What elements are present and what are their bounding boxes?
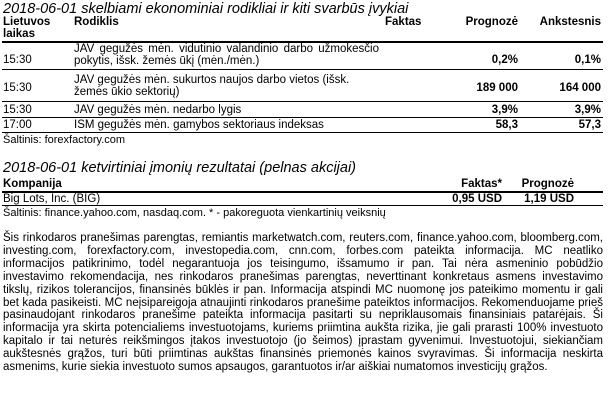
header-indicator: Rodiklis [74, 16, 119, 28]
section1-title: 2018-06-01 skelbiami ekonominiai rodikliai ir kiti svarbūs įvykiai [3, 1, 409, 17]
row3-indicator: JAV gegužės mėn. nedarbo lygis [74, 104, 242, 116]
row1-time: 15:30 [3, 54, 32, 66]
row4-previous: 57,3 [578, 119, 601, 131]
row1-previous: 0,1% [574, 54, 601, 66]
row2-time: 15:30 [3, 82, 32, 94]
header-company: Kompanija [3, 178, 62, 190]
row4-forecast: 58,3 [495, 119, 518, 131]
row4-indicator: ISM gegužės mėn. gamybos sektoriaus indeksas [74, 119, 324, 131]
table2-bottom-rule [2, 205, 603, 206]
row3-time: 15:30 [3, 104, 32, 116]
company-row-name: Big Lots, Inc. (BIG) [3, 193, 101, 205]
section2-source: Šaltinis: finance.yahoo.com, nasdaq.com. * - pakoreguota vienkartinių veiksnių [3, 207, 386, 219]
header-forecast: Prognozė [465, 16, 518, 28]
table1-row-rule [2, 117, 603, 118]
row3-previous: 3,9% [574, 104, 601, 116]
disclaimer-paragraph: Šis rinkodaros pranešimas parengtas, remiantis marketwatch.com, reuters.com, finance.yahoo.com, bloomberg.com, investing.com, forexfactory.com, investopedia.com, cnn.com, forbes.com pateikta informacija. MC neatliko informacijos patikrinimo, todėl negarantuoja jos teisingumo, išsamumo ir pan. Tai nėra asmeninio pobūdžio investavimo rekomendacija, nes rinkodaros pranešimas parengtas, neverttinant konkretaus asmens investavimo tikslų, rizikos tolerancijos, finansinės būklės ir pan. Informacija atspindi MC nuomonę jos pateikimo momentu ir gali bet kada pasikeisti. MC neįsipareigoja atnaujinti rinkodaros pranešime pateiktos informacijos. Rekomenduojame prieš pasinaudojant rinkodaros pranešime pateikta informacija pasitarti su nepriklausomais finansiniais patarėjais. Ši informacija yra skirta potencialiems investuotojams, kuriems priimtina aukšta rizika, jie gali prarasti 100% investuoto kapitalo ir tai neturės reikšmingos įtakos investuotojo (jo šeimos) įprastam gyvenimui. Investuotojui, siekiančiam aukštesnės grąžos, turi būti priimtinas aukštas finansinės priemonės kainos svyravimas. Ši informacija neskirta asmenims, kurie siekia investuoto sumos apsaugos, garantuotos ir/ar aiškiai numatomos investicijų grąžos. [3, 232, 603, 374]
row2-previous: 164 000 [559, 82, 601, 94]
company-row-forecast: 1,19 USD [524, 193, 574, 205]
header-forecast-eps: Prognozė [521, 178, 574, 190]
row3-forecast: 3,9% [491, 104, 518, 116]
table1-row-rule [2, 101, 603, 102]
header-actual-eps: Faktas* [461, 178, 502, 190]
row1-forecast: 0,2% [491, 54, 518, 66]
table1-bottom-rule [2, 132, 603, 133]
section1-source: Šaltinis: forexfactory.com [3, 134, 126, 146]
row4-time: 17:00 [3, 119, 32, 131]
section2-title: 2018-06-01 ketvirtiniai įmonių rezultatai (pelnas akcijai) [3, 160, 357, 176]
row2-indicator: JAV gegužės mėn. sukurtos naujos darbo vietos (išsk. žemės ūkio sektorių) [74, 74, 350, 98]
header-time: Lietuvos laikas [3, 16, 51, 40]
company-row-actual: 0,95 USD [452, 193, 502, 205]
row2-forecast: 189 000 [476, 82, 518, 94]
header-previous: Ankstesnis [539, 16, 601, 28]
table1-row-rule [2, 69, 603, 70]
row1-indicator: JAV gegužės mėn. vidutinio valandinio darbo užmokesčio pokytis, išsk. žemės ūkį (mėn./mėn.) [74, 43, 379, 67]
header-actual: Faktas [385, 16, 422, 28]
